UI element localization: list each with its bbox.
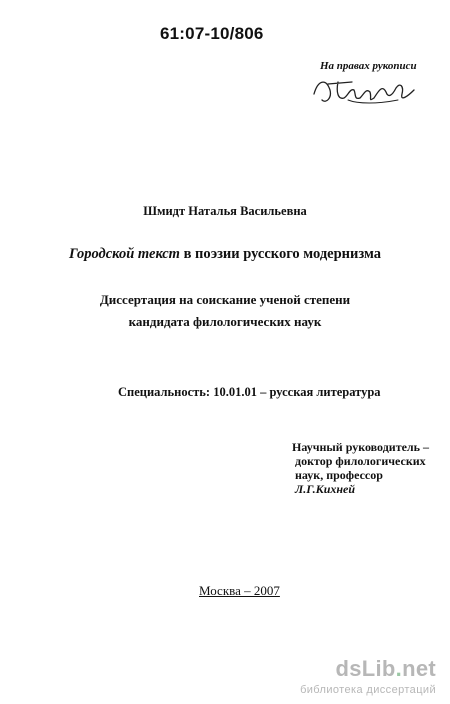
city-year: Москва – 2007	[199, 583, 280, 598]
watermark-brand	[336, 656, 437, 682]
title-italic-part: Городской текст	[68, 246, 180, 262]
specialty: Специальность: 10.01.01 – русская литература	[118, 385, 381, 399]
degree-line-1: Диссертация на соискание ученой степени	[99, 292, 351, 307]
watermark-subtitle: библиотека диссертаций	[300, 684, 436, 696]
advisor-line-1: Научный руководитель –	[292, 440, 429, 454]
dissertation-title	[0, 246, 450, 263]
title-regular-part: в поэзии русского модернизма	[179, 246, 382, 262]
degree-line-2: кандидата филологических наук	[128, 314, 322, 329]
handwritten-signature	[308, 70, 418, 110]
advisor-name: Л.Г.Кихней	[295, 482, 356, 496]
scientific-advisor	[292, 440, 429, 496]
manuscript-rights-note: На правах рукописи	[320, 60, 417, 72]
watermark-brand-tld: net	[402, 656, 436, 681]
advisor-line-2: доктор филологических	[295, 454, 426, 468]
author-name: Шмидт Наталья Васильевна	[143, 204, 307, 218]
dslib-watermark	[268, 656, 448, 702]
watermark-brand-dot: .	[395, 656, 403, 681]
watermark-brand-main: dsLib	[335, 656, 396, 681]
advisor-line-3: наук, профессор	[295, 468, 383, 482]
reference-code: 61:07-10/806	[160, 24, 264, 43]
